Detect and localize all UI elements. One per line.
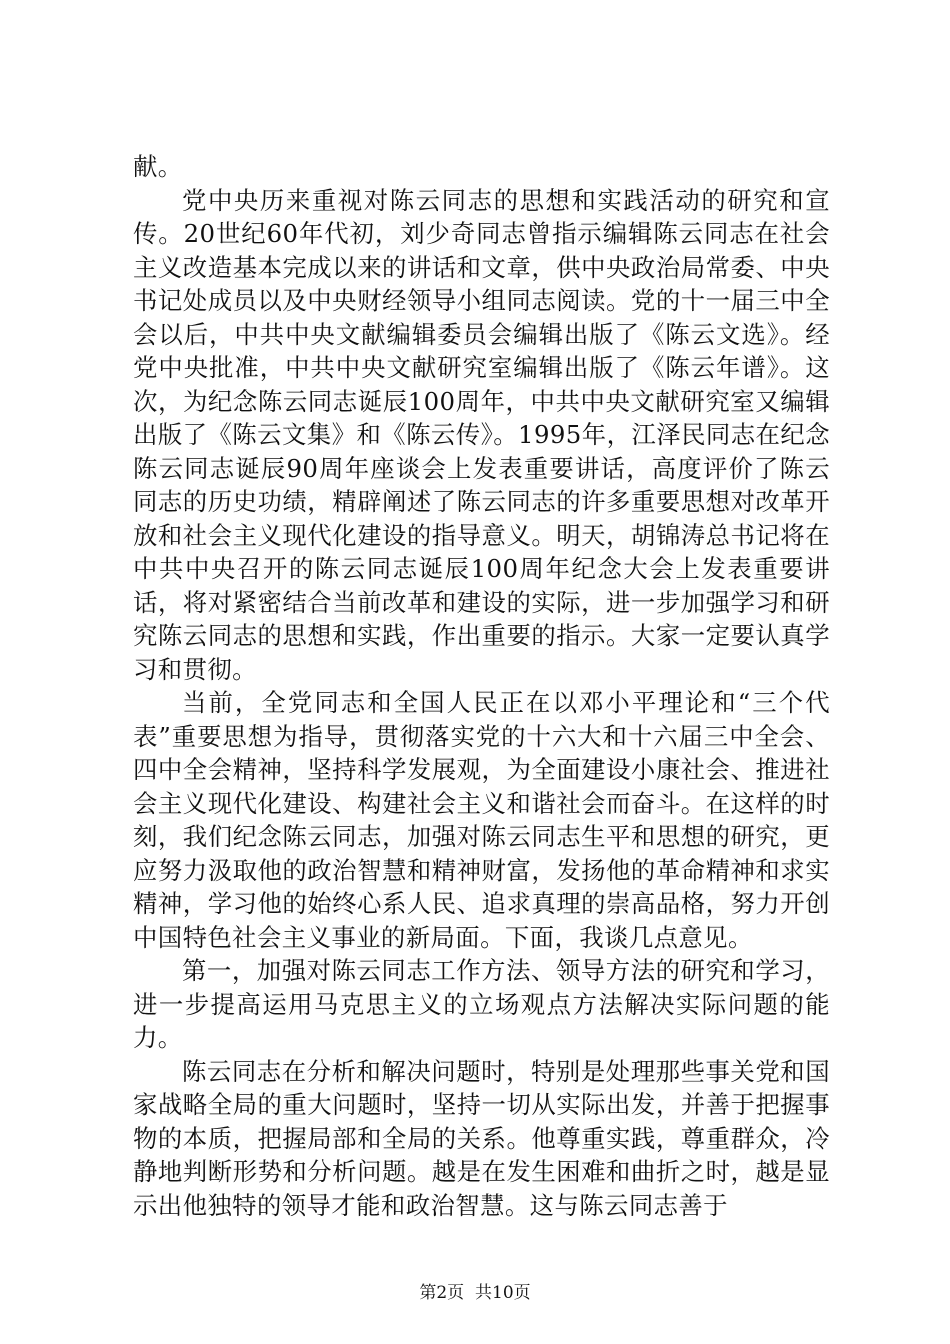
document-body xyxy=(133,150,830,1222)
paragraph-analysis-method: 陈云同志在分析和解决问题时，特别是处理那些事关党和国家战略全局的重大问题时，坚持一切从实际出发，并善于把握事物的本质，把握局部和全局的关系。他尊重实践，尊重群众，冷静地判断形势和分析问题。越是在发生困难和曲折之时，越是显示出他独特的领导才能和政治智慧。这与陈云同志善于 xyxy=(133,1056,830,1220)
page-total: 共10页 xyxy=(475,1283,531,1303)
page-number: 第2页 xyxy=(419,1283,465,1303)
paragraph-first-point: 第一，加强对陈云同志工作方法、领导方法的研究和学习，进一步提高运用马克思主义的立场观点方法解决实际问题的能力。 xyxy=(133,956,830,1052)
paragraph-continuation: 献。 xyxy=(133,152,183,181)
paragraph-research-publicity: 党中央历来重视对陈云同志的思想和实践活动的研究和宣传。20世纪60年代初，刘少奇同志曾指示编辑陈云同志在社会主义改造基本完成以来的讲话和文章，供中央政治局常委、中央书记处成员以及中央财经领导小组同志阅读。党的十一届三中全会以后，中共中央文献编辑委员会编辑出版了《陈云文选》。经党中央批准，中共中央文献研究室编辑出版了《陈云年谱》。这次，为纪念陈云同志诞辰100周年，中共中央文献研究室又编辑出版了《陈云文集》和《陈云传》。1995年，江泽民同志在纪念陈云同志诞辰90周年座谈会上发表重要讲话，高度评价了陈云同志的历史功绩，精辟阐述了陈云同志的许多重要思想对改革开放和社会主义现代化建设的指导意义。明天，胡锦涛总书记将在中共中央召开的陈云同志诞辰100周年纪念大会上发表重要讲话，将对紧密结合当前改革和建设的实际，进一步加强学习和研究陈云同志的思想和实践，作出重要的指示。大家一定要认真学习和贯彻。 xyxy=(133,185,830,684)
page-footer xyxy=(0,1278,950,1303)
paragraph-current-situation: 当前，全党同志和全国人民正在以邓小平理论和“三个代表”重要思想为指导，贯彻落实党的十六大和十六届三中全会、四中全会精神，坚持科学发展观，为全面建设小康社会、推进社会主义现代化建设、构建社会主义和谐社会而奋斗。在这样的时刻，我们纪念陈云同志，加强对陈云同志生平和思想的研究，更应努力汲取他的政治智慧和精神财富，发扬他的革命精神和求实精神，学习他的始终心系人民、追求真理的崇高品格，努力开创中国特色社会主义事业的新局面。下面，我谈几点意见。 xyxy=(133,688,830,952)
